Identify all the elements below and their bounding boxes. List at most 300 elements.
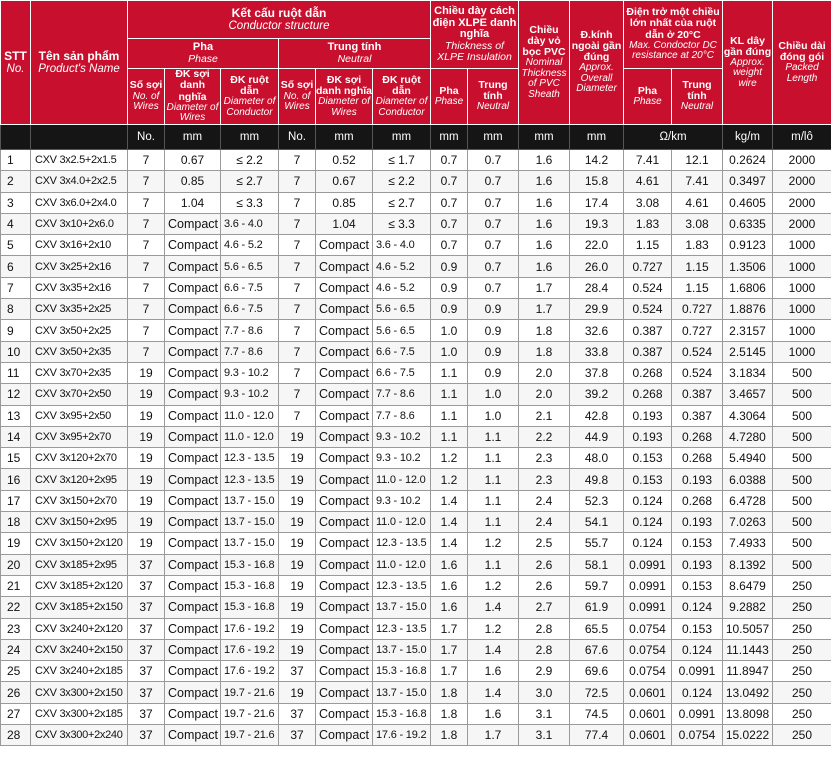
cell-neutral-wire-diameter: Compact bbox=[316, 448, 373, 469]
cell-overall-diameter: 48.0 bbox=[570, 448, 624, 469]
cell-product-name: CXV 3x50+2x35 bbox=[31, 341, 128, 362]
cell-weight: 8.6479 bbox=[723, 575, 773, 596]
cell-neutral-wire-diameter: Compact bbox=[316, 384, 373, 405]
cell-phase-wires: 7 bbox=[128, 150, 165, 171]
table-row bbox=[1, 575, 831, 596]
cell-product-name: CXV 3x300+2x150 bbox=[31, 682, 128, 703]
header-neutral-wire-diameter: ĐK sợi danh nghĩa Diameter of Wires bbox=[316, 69, 373, 125]
cell-phase-wire-diameter: Compact bbox=[165, 661, 221, 682]
cell-phase-wire-diameter: Compact bbox=[165, 362, 221, 383]
cell-neutral-wire-diameter: 0.67 bbox=[316, 171, 373, 192]
cell-phase-wire-diameter: Compact bbox=[165, 490, 221, 511]
cell-overall-diameter: 52.3 bbox=[570, 490, 624, 511]
cell-product-name: CXV 3x6.0+2x4.0 bbox=[31, 192, 128, 213]
table-row bbox=[1, 299, 831, 320]
cell-resistance-phase: 1.83 bbox=[624, 213, 672, 234]
cell-resistance-neutral: 0.124 bbox=[672, 639, 723, 660]
cell-resistance-phase: 0.0991 bbox=[624, 554, 672, 575]
cell-weight: 11.8947 bbox=[723, 661, 773, 682]
cell-resistance-neutral: 0.268 bbox=[672, 448, 723, 469]
cell-phase-wires: 7 bbox=[128, 320, 165, 341]
cell-overall-diameter: 42.8 bbox=[570, 405, 624, 426]
cell-neutral-conductor-diameter: 13.7 - 15.0 bbox=[373, 682, 431, 703]
cell-neutral-wires: 19 bbox=[279, 618, 316, 639]
table-header bbox=[1, 1, 831, 125]
cell-phase-wires: 37 bbox=[128, 639, 165, 660]
cell-stt: 5 bbox=[1, 235, 31, 256]
table-row bbox=[1, 703, 831, 724]
cell-phase-wire-diameter: Compact bbox=[165, 256, 221, 277]
cell-phase-wire-diameter: Compact bbox=[165, 341, 221, 362]
cell-overall-diameter: 32.6 bbox=[570, 320, 624, 341]
header-stt: STT No. bbox=[1, 1, 31, 125]
cell-insulation-neutral: 0.7 bbox=[468, 277, 519, 298]
table-row bbox=[1, 362, 831, 383]
cell-insulation-phase: 1.6 bbox=[431, 554, 468, 575]
cell-resistance-neutral: 0.524 bbox=[672, 341, 723, 362]
cell-insulation-neutral: 1.4 bbox=[468, 682, 519, 703]
cell-insulation-neutral: 1.7 bbox=[468, 725, 519, 746]
cell-product-name: CXV 3x150+2x70 bbox=[31, 490, 128, 511]
cell-phase-wires: 37 bbox=[128, 575, 165, 596]
cell-insulation-phase: 1.4 bbox=[431, 490, 468, 511]
cell-overall-diameter: 72.5 bbox=[570, 682, 624, 703]
cell-packed-length: 250 bbox=[773, 703, 831, 724]
cell-weight: 2.3157 bbox=[723, 320, 773, 341]
cell-neutral-wires: 7 bbox=[279, 341, 316, 362]
cell-neutral-wires: 7 bbox=[279, 150, 316, 171]
header-phase-conductor-diameter: ĐK ruột dẫn Diameter of Conductor bbox=[221, 69, 279, 125]
cell-neutral-conductor-diameter: 4.6 - 5.2 bbox=[373, 277, 431, 298]
cell-phase-wires: 7 bbox=[128, 171, 165, 192]
cell-phase-wires: 19 bbox=[128, 490, 165, 511]
cell-sheath-thickness: 1.8 bbox=[519, 320, 570, 341]
cell-weight: 4.3064 bbox=[723, 405, 773, 426]
cell-product-name: CXV 3x10+2x6.0 bbox=[31, 213, 128, 234]
cell-overall-diameter: 54.1 bbox=[570, 512, 624, 533]
cell-phase-conductor-diameter: 15.3 - 16.8 bbox=[221, 575, 279, 596]
cell-packed-length: 2000 bbox=[773, 192, 831, 213]
cell-packed-length: 250 bbox=[773, 639, 831, 660]
cell-product-name: CXV 3x70+2x35 bbox=[31, 362, 128, 383]
cell-phase-wires: 19 bbox=[128, 533, 165, 554]
cell-overall-diameter: 29.9 bbox=[570, 299, 624, 320]
unit-cell: mm bbox=[316, 125, 373, 150]
cell-resistance-neutral: 0.153 bbox=[672, 575, 723, 596]
cell-sheath-thickness: 2.8 bbox=[519, 618, 570, 639]
cell-insulation-phase: 0.7 bbox=[431, 171, 468, 192]
cell-packed-length: 1000 bbox=[773, 320, 831, 341]
cell-resistance-neutral: 1.15 bbox=[672, 256, 723, 277]
cell-packed-length: 500 bbox=[773, 384, 831, 405]
cell-phase-wires: 19 bbox=[128, 448, 165, 469]
header-weight: KL dây gần đúng Approx. weight wire bbox=[723, 1, 773, 125]
cell-stt: 14 bbox=[1, 426, 31, 447]
cell-stt: 4 bbox=[1, 213, 31, 234]
cell-sheath-thickness: 2.9 bbox=[519, 661, 570, 682]
cell-neutral-conductor-diameter: ≤ 2.2 bbox=[373, 171, 431, 192]
cell-insulation-phase: 1.8 bbox=[431, 703, 468, 724]
cell-product-name: CXV 3x16+2x10 bbox=[31, 235, 128, 256]
cell-phase-wires: 37 bbox=[128, 661, 165, 682]
cell-packed-length: 500 bbox=[773, 362, 831, 383]
cell-packed-length: 250 bbox=[773, 682, 831, 703]
cell-weight: 1.3506 bbox=[723, 256, 773, 277]
cell-sheath-thickness: 2.6 bbox=[519, 554, 570, 575]
cell-insulation-neutral: 0.9 bbox=[468, 341, 519, 362]
cell-insulation-neutral: 0.7 bbox=[468, 235, 519, 256]
table-row bbox=[1, 341, 831, 362]
cell-insulation-phase: 1.2 bbox=[431, 448, 468, 469]
cell-insulation-neutral: 1.6 bbox=[468, 661, 519, 682]
cell-neutral-conductor-diameter: 6.6 - 7.5 bbox=[373, 362, 431, 383]
table-row bbox=[1, 639, 831, 660]
cell-resistance-phase: 0.387 bbox=[624, 341, 672, 362]
cell-weight: 13.0492 bbox=[723, 682, 773, 703]
unit-cell bbox=[1, 125, 31, 150]
cell-stt: 3 bbox=[1, 192, 31, 213]
cell-weight: 10.5057 bbox=[723, 618, 773, 639]
cell-resistance-phase: 0.153 bbox=[624, 448, 672, 469]
cell-product-name: CXV 3x120+2x95 bbox=[31, 469, 128, 490]
cell-packed-length: 1000 bbox=[773, 277, 831, 298]
cell-stt: 17 bbox=[1, 490, 31, 511]
cell-product-name: CXV 3x25+2x16 bbox=[31, 256, 128, 277]
cell-insulation-phase: 0.9 bbox=[431, 299, 468, 320]
cell-insulation-phase: 0.7 bbox=[431, 235, 468, 256]
cell-product-name: CXV 3x95+2x70 bbox=[31, 426, 128, 447]
cell-phase-wires: 37 bbox=[128, 597, 165, 618]
cell-insulation-neutral: 1.0 bbox=[468, 384, 519, 405]
cell-stt: 18 bbox=[1, 512, 31, 533]
cell-neutral-wires: 7 bbox=[279, 235, 316, 256]
cell-stt: 28 bbox=[1, 725, 31, 746]
cell-resistance-phase: 0.193 bbox=[624, 426, 672, 447]
cell-neutral-wires: 19 bbox=[279, 426, 316, 447]
cell-resistance-neutral: 0.193 bbox=[672, 554, 723, 575]
cell-resistance-phase: 0.0754 bbox=[624, 618, 672, 639]
cell-sheath-thickness: 2.5 bbox=[519, 533, 570, 554]
units-row bbox=[1, 125, 831, 150]
cell-neutral-wire-diameter: Compact bbox=[316, 618, 373, 639]
cell-sheath-thickness: 2.6 bbox=[519, 575, 570, 596]
cell-insulation-phase: 1.4 bbox=[431, 512, 468, 533]
cell-overall-diameter: 17.4 bbox=[570, 192, 624, 213]
cell-phase-conductor-diameter: 5.6 - 6.5 bbox=[221, 256, 279, 277]
table-row bbox=[1, 171, 831, 192]
cell-resistance-phase: 0.524 bbox=[624, 277, 672, 298]
cell-overall-diameter: 77.4 bbox=[570, 725, 624, 746]
unit-cell: kg/m bbox=[723, 125, 773, 150]
cell-insulation-neutral: 0.7 bbox=[468, 256, 519, 277]
cell-resistance-phase: 0.0601 bbox=[624, 682, 672, 703]
cell-stt: 25 bbox=[1, 661, 31, 682]
cell-neutral-wire-diameter: Compact bbox=[316, 725, 373, 746]
cell-resistance-phase: 0.0754 bbox=[624, 639, 672, 660]
cell-product-name: CXV 3x70+2x50 bbox=[31, 384, 128, 405]
cell-neutral-wires: 7 bbox=[279, 171, 316, 192]
cell-insulation-neutral: 0.7 bbox=[468, 150, 519, 171]
cell-sheath-thickness: 2.3 bbox=[519, 448, 570, 469]
cell-weight: 11.1443 bbox=[723, 639, 773, 660]
cell-weight: 15.0222 bbox=[723, 725, 773, 746]
cell-neutral-wires: 19 bbox=[279, 639, 316, 660]
cell-packed-length: 500 bbox=[773, 512, 831, 533]
cell-resistance-neutral: 0.0754 bbox=[672, 725, 723, 746]
cell-resistance-neutral: 12.1 bbox=[672, 150, 723, 171]
cell-phase-conductor-diameter: 13.7 - 15.0 bbox=[221, 490, 279, 511]
cell-resistance-neutral: 0.124 bbox=[672, 597, 723, 618]
cell-neutral-wires: 7 bbox=[279, 384, 316, 405]
cell-packed-length: 250 bbox=[773, 618, 831, 639]
header-packed-length: Chiều dài đóng gói Packed Length bbox=[773, 1, 831, 125]
cell-sheath-thickness: 3.1 bbox=[519, 703, 570, 724]
cell-phase-wire-diameter: Compact bbox=[165, 725, 221, 746]
cell-phase-wire-diameter: 1.04 bbox=[165, 192, 221, 213]
cell-phase-conductor-diameter: 15.3 - 16.8 bbox=[221, 554, 279, 575]
cell-phase-conductor-diameter: 9.3 - 10.2 bbox=[221, 384, 279, 405]
cell-insulation-phase: 0.7 bbox=[431, 192, 468, 213]
cell-packed-length: 500 bbox=[773, 490, 831, 511]
cell-neutral-wires: 19 bbox=[279, 512, 316, 533]
cell-phase-conductor-diameter: 9.3 - 10.2 bbox=[221, 362, 279, 383]
table-row bbox=[1, 150, 831, 171]
cell-phase-wires: 7 bbox=[128, 256, 165, 277]
cell-insulation-phase: 1.0 bbox=[431, 341, 468, 362]
table-row bbox=[1, 426, 831, 447]
cell-insulation-neutral: 0.9 bbox=[468, 362, 519, 383]
cell-product-name: CXV 3x300+2x185 bbox=[31, 703, 128, 724]
cell-resistance-phase: 0.0991 bbox=[624, 575, 672, 596]
cell-weight: 9.2882 bbox=[723, 597, 773, 618]
cell-neutral-wires: 7 bbox=[279, 277, 316, 298]
cell-insulation-phase: 1.1 bbox=[431, 426, 468, 447]
cell-stt: 6 bbox=[1, 256, 31, 277]
cell-neutral-wires: 37 bbox=[279, 703, 316, 724]
cell-stt: 7 bbox=[1, 277, 31, 298]
cell-phase-wire-diameter: Compact bbox=[165, 320, 221, 341]
cell-phase-wire-diameter: 0.67 bbox=[165, 150, 221, 171]
cell-neutral-wire-diameter: Compact bbox=[316, 277, 373, 298]
cell-phase-conductor-diameter: 19.7 - 21.6 bbox=[221, 682, 279, 703]
table-row bbox=[1, 384, 831, 405]
cell-neutral-conductor-diameter: 11.0 - 12.0 bbox=[373, 554, 431, 575]
cell-resistance-phase: 0.124 bbox=[624, 533, 672, 554]
cell-weight: 6.0388 bbox=[723, 469, 773, 490]
cell-insulation-neutral: 1.2 bbox=[468, 533, 519, 554]
cell-overall-diameter: 55.7 bbox=[570, 533, 624, 554]
cell-phase-conductor-diameter: 12.3 - 13.5 bbox=[221, 448, 279, 469]
cell-phase-wire-diameter: Compact bbox=[165, 575, 221, 596]
cell-weight: 7.4933 bbox=[723, 533, 773, 554]
cell-sheath-thickness: 2.8 bbox=[519, 639, 570, 660]
cell-sheath-thickness: 1.6 bbox=[519, 256, 570, 277]
cell-phase-wires: 37 bbox=[128, 682, 165, 703]
cell-phase-conductor-diameter: ≤ 2.2 bbox=[221, 150, 279, 171]
cell-insulation-neutral: 1.4 bbox=[468, 597, 519, 618]
cell-insulation-neutral: 1.0 bbox=[468, 405, 519, 426]
cell-neutral-wire-diameter: Compact bbox=[316, 597, 373, 618]
cell-phase-wires: 19 bbox=[128, 405, 165, 426]
cell-resistance-phase: 0.0601 bbox=[624, 725, 672, 746]
cell-phase-conductor-diameter: 17.6 - 19.2 bbox=[221, 661, 279, 682]
cell-product-name: CXV 3x300+2x240 bbox=[31, 725, 128, 746]
cell-stt: 20 bbox=[1, 554, 31, 575]
cell-overall-diameter: 22.0 bbox=[570, 235, 624, 256]
cell-phase-wire-diameter: Compact bbox=[165, 682, 221, 703]
cell-phase-wire-diameter: 0.85 bbox=[165, 171, 221, 192]
header-resistance-neutral: Trung tính Neutral bbox=[672, 69, 723, 125]
cell-neutral-wires: 19 bbox=[279, 554, 316, 575]
cell-neutral-conductor-diameter: 6.6 - 7.5 bbox=[373, 341, 431, 362]
cell-neutral-wire-diameter: Compact bbox=[316, 533, 373, 554]
cell-overall-diameter: 14.2 bbox=[570, 150, 624, 171]
cell-insulation-phase: 1.7 bbox=[431, 618, 468, 639]
cell-neutral-wire-diameter: Compact bbox=[316, 299, 373, 320]
cell-resistance-neutral: 0.268 bbox=[672, 490, 723, 511]
cell-neutral-wires: 7 bbox=[279, 320, 316, 341]
cell-sheath-thickness: 1.7 bbox=[519, 299, 570, 320]
cell-resistance-neutral: 0.193 bbox=[672, 469, 723, 490]
cell-neutral-wire-diameter: Compact bbox=[316, 256, 373, 277]
table-row bbox=[1, 682, 831, 703]
cell-overall-diameter: 49.8 bbox=[570, 469, 624, 490]
cell-phase-wires: 37 bbox=[128, 725, 165, 746]
cell-resistance-neutral: 0.387 bbox=[672, 405, 723, 426]
cell-resistance-neutral: 1.83 bbox=[672, 235, 723, 256]
cell-sheath-thickness: 2.2 bbox=[519, 426, 570, 447]
cell-insulation-phase: 1.1 bbox=[431, 405, 468, 426]
header-neutral-conductor-diameter: ĐK ruột dẫn Diameter of Conductor bbox=[373, 69, 431, 125]
cell-packed-length: 500 bbox=[773, 533, 831, 554]
cell-overall-diameter: 74.5 bbox=[570, 703, 624, 724]
cell-insulation-phase: 1.1 bbox=[431, 384, 468, 405]
header-resistance-phase: Pha Phase bbox=[624, 69, 672, 125]
cell-phase-wire-diameter: Compact bbox=[165, 213, 221, 234]
cell-stt: 19 bbox=[1, 533, 31, 554]
cell-neutral-wire-diameter: Compact bbox=[316, 639, 373, 660]
cell-resistance-neutral: 0.153 bbox=[672, 618, 723, 639]
cell-neutral-wire-diameter: Compact bbox=[316, 575, 373, 596]
cell-neutral-wires: 7 bbox=[279, 192, 316, 213]
cell-resistance-neutral: 0.524 bbox=[672, 362, 723, 383]
header-product: Tên sản phẩm Product's Name bbox=[31, 1, 128, 125]
cell-phase-conductor-diameter: 6.6 - 7.5 bbox=[221, 299, 279, 320]
unit-cell: No. bbox=[128, 125, 165, 150]
cell-neutral-wire-diameter: 0.52 bbox=[316, 150, 373, 171]
cell-phase-conductor-diameter: 19.7 - 21.6 bbox=[221, 725, 279, 746]
cell-stt: 23 bbox=[1, 618, 31, 639]
cell-stt: 13 bbox=[1, 405, 31, 426]
cell-phase-wire-diameter: Compact bbox=[165, 639, 221, 660]
header-phase-group: Pha Phase bbox=[128, 39, 279, 69]
cell-phase-wire-diameter: Compact bbox=[165, 384, 221, 405]
cell-neutral-conductor-diameter: ≤ 1.7 bbox=[373, 150, 431, 171]
cell-resistance-neutral: 0.727 bbox=[672, 320, 723, 341]
cell-weight: 4.7280 bbox=[723, 426, 773, 447]
cell-resistance-neutral: 0.268 bbox=[672, 426, 723, 447]
cell-resistance-phase: 0.124 bbox=[624, 490, 672, 511]
cell-neutral-wire-diameter: Compact bbox=[316, 405, 373, 426]
cell-stt: 15 bbox=[1, 448, 31, 469]
cell-neutral-conductor-diameter: 12.3 - 13.5 bbox=[373, 533, 431, 554]
cell-insulation-neutral: 0.7 bbox=[468, 171, 519, 192]
table-row bbox=[1, 618, 831, 639]
cell-phase-wire-diameter: Compact bbox=[165, 405, 221, 426]
cell-insulation-phase: 1.7 bbox=[431, 661, 468, 682]
cell-packed-length: 1000 bbox=[773, 299, 831, 320]
unit-cell: mm bbox=[519, 125, 570, 150]
cell-product-name: CXV 3x35+2x16 bbox=[31, 277, 128, 298]
cell-neutral-conductor-diameter: 12.3 - 13.5 bbox=[373, 618, 431, 639]
cell-stt: 12 bbox=[1, 384, 31, 405]
cell-neutral-conductor-diameter: 17.6 - 19.2 bbox=[373, 725, 431, 746]
cell-insulation-neutral: 1.1 bbox=[468, 469, 519, 490]
cell-packed-length: 2000 bbox=[773, 171, 831, 192]
cell-neutral-wire-diameter: 0.85 bbox=[316, 192, 373, 213]
cell-insulation-neutral: 0.9 bbox=[468, 320, 519, 341]
cell-weight: 3.4657 bbox=[723, 384, 773, 405]
cell-neutral-wires: 7 bbox=[279, 213, 316, 234]
cell-sheath-thickness: 1.6 bbox=[519, 171, 570, 192]
cell-product-name: CXV 3x240+2x185 bbox=[31, 661, 128, 682]
table-row bbox=[1, 213, 831, 234]
cell-resistance-phase: 0.193 bbox=[624, 405, 672, 426]
cell-insulation-neutral: 0.7 bbox=[468, 213, 519, 234]
cell-insulation-phase: 0.9 bbox=[431, 256, 468, 277]
cell-phase-wire-diameter: Compact bbox=[165, 618, 221, 639]
cell-neutral-conductor-diameter: 7.7 - 8.6 bbox=[373, 384, 431, 405]
cell-sheath-thickness: 2.4 bbox=[519, 512, 570, 533]
header-overall-diameter: Đ.kính ngoài gần đúng Approx. Overall Diameter bbox=[570, 1, 624, 125]
cell-resistance-neutral: 0.0991 bbox=[672, 703, 723, 724]
cell-insulation-phase: 1.8 bbox=[431, 725, 468, 746]
cell-phase-conductor-diameter: 7.7 - 8.6 bbox=[221, 320, 279, 341]
cell-insulation-neutral: 1.2 bbox=[468, 575, 519, 596]
cell-phase-conductor-diameter: 13.7 - 15.0 bbox=[221, 512, 279, 533]
cell-stt: 8 bbox=[1, 299, 31, 320]
cell-insulation-phase: 0.9 bbox=[431, 277, 468, 298]
cell-weight: 13.8098 bbox=[723, 703, 773, 724]
cell-neutral-wire-diameter: Compact bbox=[316, 362, 373, 383]
cell-packed-length: 250 bbox=[773, 725, 831, 746]
cell-overall-diameter: 37.8 bbox=[570, 362, 624, 383]
cell-resistance-neutral: 4.61 bbox=[672, 192, 723, 213]
cell-resistance-phase: 0.0754 bbox=[624, 661, 672, 682]
cell-neutral-wire-diameter: Compact bbox=[316, 469, 373, 490]
cell-insulation-phase: 1.7 bbox=[431, 639, 468, 660]
cell-phase-wires: 7 bbox=[128, 213, 165, 234]
cell-product-name: CXV 3x95+2x50 bbox=[31, 405, 128, 426]
cell-sheath-thickness: 2.0 bbox=[519, 362, 570, 383]
cell-resistance-phase: 0.0991 bbox=[624, 597, 672, 618]
cell-phase-wire-diameter: Compact bbox=[165, 448, 221, 469]
cell-phase-wires: 19 bbox=[128, 362, 165, 383]
cell-insulation-phase: 1.6 bbox=[431, 575, 468, 596]
cell-overall-diameter: 44.9 bbox=[570, 426, 624, 447]
cell-resistance-phase: 0.387 bbox=[624, 320, 672, 341]
cell-phase-wires: 19 bbox=[128, 426, 165, 447]
cell-neutral-conductor-diameter: 9.3 - 10.2 bbox=[373, 448, 431, 469]
cell-phase-conductor-diameter: 17.6 - 19.2 bbox=[221, 618, 279, 639]
unit-cell: mm bbox=[221, 125, 279, 150]
cell-insulation-neutral: 0.9 bbox=[468, 299, 519, 320]
units-row-group bbox=[1, 125, 831, 150]
table-row bbox=[1, 448, 831, 469]
cell-product-name: CXV 3x120+2x70 bbox=[31, 448, 128, 469]
cell-sheath-thickness: 1.6 bbox=[519, 192, 570, 213]
unit-cell: mm bbox=[165, 125, 221, 150]
